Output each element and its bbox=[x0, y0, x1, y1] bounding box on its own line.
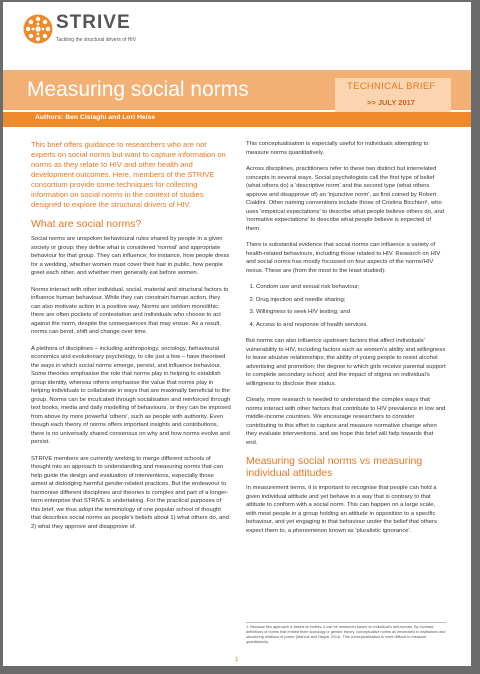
body-paragraph: STRIVE members are currently working to merge different schools of thought into an approach to understanding and measuring norms that can help guide the design and evaluation of interventions, especially those aimed at dislodging harmful gender-related practices. But the endeavour to harmonise different disciplines and theories is complex and part of a longer-term enterprise that STRIVE is undertaking. For the practical purposes of this brief, we thus adopt the terminology of one popular school of thought that describes social norms as people's beliefs about 1) what others do, and 2) what they approve and disapprove of. bbox=[31, 455, 229, 530]
document-page bbox=[3, 2, 471, 666]
body-paragraph: But norms can also influence upstream factors that affect individuals' vulnerability to HIV, including factors such as women's ability and willingness to leave abusive relationships; the ability of young people to resist alcohol advertising and promotion; the degree to which girls receive parental support to complete secondary school; and the impact of stigma on individual's willingness to disclose their status. bbox=[246, 338, 446, 387]
footnote: 1. Because this approach is based on beliefs, it can be measured based on individual's self-reports. By contrast, definitions of norms that embed them sociology or gender theory, conceptualise norms as embedded in institutions and structuring relations of power (Marcus and Harper 2014). This conceptualisation is more difficult to measure quantitatively. bbox=[246, 622, 446, 645]
body-paragraph: Clearly, more research is needed to understand the complex ways that norms interact with other factors that contribute to HIV prevalence in low and middle-income countries. We encourage researchers to consider contributing to this effort to capture and measure normative change when they evaluate interventions, and we hope this brief will help towards that end. bbox=[246, 397, 446, 446]
body-paragraph: Norms interact with other individual, social, material and structural factors to influence human behaviour. While they can constrain human action, they can also motivate action in a positive way. Norms are seldom monolithic; there are often pockets of contestation and individuals who choose to act against the norm, despite the consequences that may ensue. As a result, norms can bend, shift and change over time. bbox=[31, 286, 229, 335]
brand-tagline: Tackling the structural drivers of HIV bbox=[56, 37, 137, 43]
body-paragraph: This conceptualisation is especially useful for individuals attempting to measure norms quantitatively. bbox=[246, 141, 429, 156]
list-item: 3. Willingness to seek HIV testing; and bbox=[256, 308, 446, 317]
body-paragraph: In measurement terms, it is important to recognise that people can hold a given individual attitude and yet behave in a way that is contrary to that attitude to conform with a social norm. This can happen on a large scale, with most people in a group holding an attitude in opposition to a specific behaviour, and yet engaging in that behaviour under the belief that others expect them to, a phenomenon known as 'pluralistic ignorance'. bbox=[246, 485, 437, 534]
intro-paragraph: This brief offers guidance to researchers who are not experts on social norms but want to capture information on norms as they relate to HIV and other health and development outcomes. Here, members of the STRIVE consortium provide some techniques for collecting information on social norms in the context of studies designed to explore the structural drivers of HIV. bbox=[31, 140, 226, 209]
body-paragraph: There is substantial evidence that social norms can influence a variety of health-related behaviours, including those related to HIV. Research on HIV and social norms has mostly focussed on four aspects of the norms/HIV nexus. These are (from the most to the least studied): bbox=[246, 242, 441, 274]
list-item: 4. Access to and response of health services. bbox=[256, 321, 446, 330]
list-item: 1. Condom use and sexual risk behaviour; bbox=[256, 283, 446, 292]
studied-aspects-list bbox=[246, 283, 446, 329]
technical-brief-label: TECHNICAL BRIEF bbox=[347, 81, 436, 92]
body-paragraph: Social norms are unspoken behavioural rules shared by people in a given society or group; they define what is considered 'normal' and appropriate behaviour for that group. They can influence, for instance, how people dress for a wedding, whether women must cover their hair in public, how people greet each other, and whether men generally eat before women. bbox=[31, 236, 230, 276]
page-title: Measuring social norms bbox=[27, 78, 249, 101]
brand-name: STRIVE bbox=[56, 12, 131, 33]
left-column bbox=[31, 140, 231, 539]
authors-line: Authors: Ben Cislaghi and Lori Heise bbox=[35, 114, 156, 121]
strive-dots-logo-icon bbox=[23, 14, 53, 44]
section-heading-measuring-norms-vs-attitudes: Measuring social norms vs measuring individual attitudes bbox=[246, 455, 423, 479]
section-heading-what-are-social-norms: What are social norms? bbox=[31, 218, 142, 230]
body-paragraph: A plethora of disciplines – including anthropology, sociology, behavioural economics and evolutionary psychology, to cite just a few – have theorised the ways in which social norms emerge, persist, and influence behaviour. Some theories emphasise the role that norms play in helping to establish group identity, whereas others emphasise the value that norms play in helping individuals to collaborate in ways that are maximally beneficial to the group. Norms can be inculcated through socialisation and reinforced through text books, media and daily modelling of behaviours, or they can be imposed from above by more powerful 'others', such as people with authority. Even though each theory of norms offers important insights and contributions, there is no universally shared consensus on why and how norms evolve and persist. bbox=[31, 345, 231, 445]
body-paragraph: Across disciplines, practitioners refer to these two distinct but interrelated concepts in several ways. Social psychologists call the first type of belief (what others do) a 'descriptive norm' and the second type (what others approve and disapprove of) an 'injunctive norm', as first coined by Robert Cialdini. Other naming conventions include those of Cristina Bicchieri¹, who uses 'empirical expectations' to describe what people believe others do, and 'normative expectations' to describe what people believe is expected of them. bbox=[246, 166, 445, 232]
brief-date: >> JULY 2017 bbox=[367, 98, 415, 107]
right-column bbox=[246, 140, 446, 543]
page-number: 1 bbox=[235, 656, 239, 663]
list-item: 2. Drug injection and needle sharing; bbox=[256, 296, 446, 305]
